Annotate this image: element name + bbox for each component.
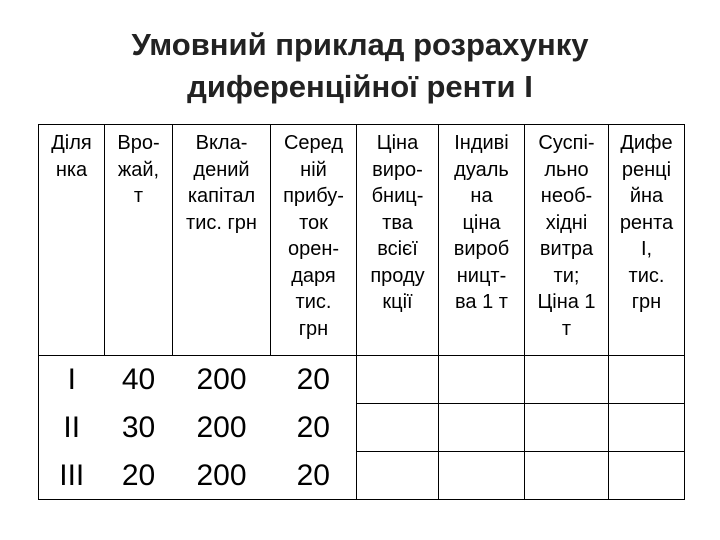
cell-individual-price xyxy=(439,452,525,500)
column-header-line: дений xyxy=(193,158,250,181)
column-header-line: ціна xyxy=(462,211,501,234)
column-header-line: Діля xyxy=(51,132,92,154)
column-header-line: кції xyxy=(382,291,413,313)
column-header-avg-profit xyxy=(271,125,357,356)
cell-plot: І xyxy=(39,356,105,404)
cell-social-cost xyxy=(525,404,609,452)
column-header-line: ток xyxy=(299,211,328,234)
cell-individual-price xyxy=(439,356,525,404)
column-header-line: необ- xyxy=(540,185,593,207)
header-row xyxy=(39,125,685,356)
column-header-line: Серед xyxy=(283,132,344,154)
column-header-line: І, xyxy=(640,238,653,260)
column-header-line: грн xyxy=(298,317,329,340)
table-row xyxy=(39,452,685,500)
column-header-plot xyxy=(39,125,105,356)
cell-differential-rent xyxy=(609,356,685,404)
cell-production-price xyxy=(357,404,439,452)
cell-production-price xyxy=(357,452,439,500)
cell-avg-profit: 20 xyxy=(271,356,357,404)
column-header-line: ренці xyxy=(621,158,672,181)
cell-social-cost xyxy=(525,356,609,404)
column-header-line: тва xyxy=(382,211,413,234)
column-header-line: Вкла- xyxy=(195,132,248,154)
column-header-line: ній xyxy=(300,158,327,181)
column-header-line: Суспі- xyxy=(538,132,595,154)
column-header-line: прибу- xyxy=(283,185,344,207)
column-header-invested-capital xyxy=(173,125,271,356)
column-header-line: тис. xyxy=(628,264,665,287)
cell-avg-profit: 20 xyxy=(271,404,357,452)
cell-yield: 30 xyxy=(121,411,156,444)
column-header-line: т xyxy=(133,185,144,207)
column-header-yield xyxy=(105,125,173,356)
cell-avg-profit: 20 xyxy=(271,452,357,500)
column-header-line: на xyxy=(470,185,493,207)
column-header-line: проду xyxy=(370,264,425,287)
table-row xyxy=(39,356,685,404)
column-header-line: всієї xyxy=(377,238,418,260)
column-header-line: йна xyxy=(629,185,664,207)
cell-plot: ІІ xyxy=(39,404,105,452)
cell-invested-capital: 200 xyxy=(173,356,271,404)
cell-yield: 20 xyxy=(105,452,173,500)
column-header-line: тис. грн xyxy=(186,211,257,234)
title-line-1: Умовний приклад розрахунку xyxy=(131,27,589,62)
column-header-line: Дифе xyxy=(620,132,673,154)
column-header-line: т xyxy=(561,317,572,340)
cell-individual-price xyxy=(439,404,525,452)
column-header-line: Ціна 1 xyxy=(537,291,596,313)
column-header-line: хідні xyxy=(545,211,588,234)
cell-production-price xyxy=(357,356,439,404)
column-header-social-cost xyxy=(525,125,609,356)
cell-differential-rent xyxy=(609,404,685,452)
rent-table xyxy=(38,124,685,500)
column-header-production-price xyxy=(357,125,439,356)
column-header-line: витра xyxy=(539,238,594,260)
column-header-differential-rent xyxy=(609,125,685,356)
slide-title xyxy=(0,24,720,108)
table-header xyxy=(39,125,685,356)
cell-yield: 40 xyxy=(105,356,173,404)
cell-plot: ІІІ xyxy=(39,452,105,500)
column-header-line: рента xyxy=(619,211,674,234)
column-header-line: вироб xyxy=(453,238,510,260)
cell-differential-rent xyxy=(609,452,685,500)
column-header-line: капітал xyxy=(187,185,256,207)
title-line-2: диференційної ренти І xyxy=(187,69,533,104)
table-row xyxy=(39,404,685,452)
column-header-line: ницт- xyxy=(456,264,507,287)
column-header-line: орен- xyxy=(287,238,340,260)
column-header-line: тис. xyxy=(295,291,332,313)
column-header-line: бниц- xyxy=(371,185,424,207)
column-header-individual-price xyxy=(439,125,525,356)
column-header-line: нка xyxy=(55,158,88,181)
column-header-line: Ціна xyxy=(376,132,419,154)
column-header-line: Вро- xyxy=(117,132,160,154)
column-header-line: Індиві xyxy=(454,132,509,154)
cell-invested-capital: 200 xyxy=(173,452,271,500)
cell-social-cost xyxy=(525,452,609,500)
column-header-line: даря xyxy=(291,264,336,287)
column-header-line: ти; xyxy=(553,264,580,287)
cell-invested-capital: 200 xyxy=(196,411,247,444)
column-header-line: дуаль xyxy=(454,158,509,181)
column-header-line: льно xyxy=(544,158,589,181)
column-header-line: виро- xyxy=(372,158,423,181)
table-body xyxy=(39,356,685,500)
column-header-line: жай, xyxy=(117,158,160,181)
column-header-line: ва 1 т xyxy=(455,291,508,313)
column-header-line: грн xyxy=(631,291,662,313)
